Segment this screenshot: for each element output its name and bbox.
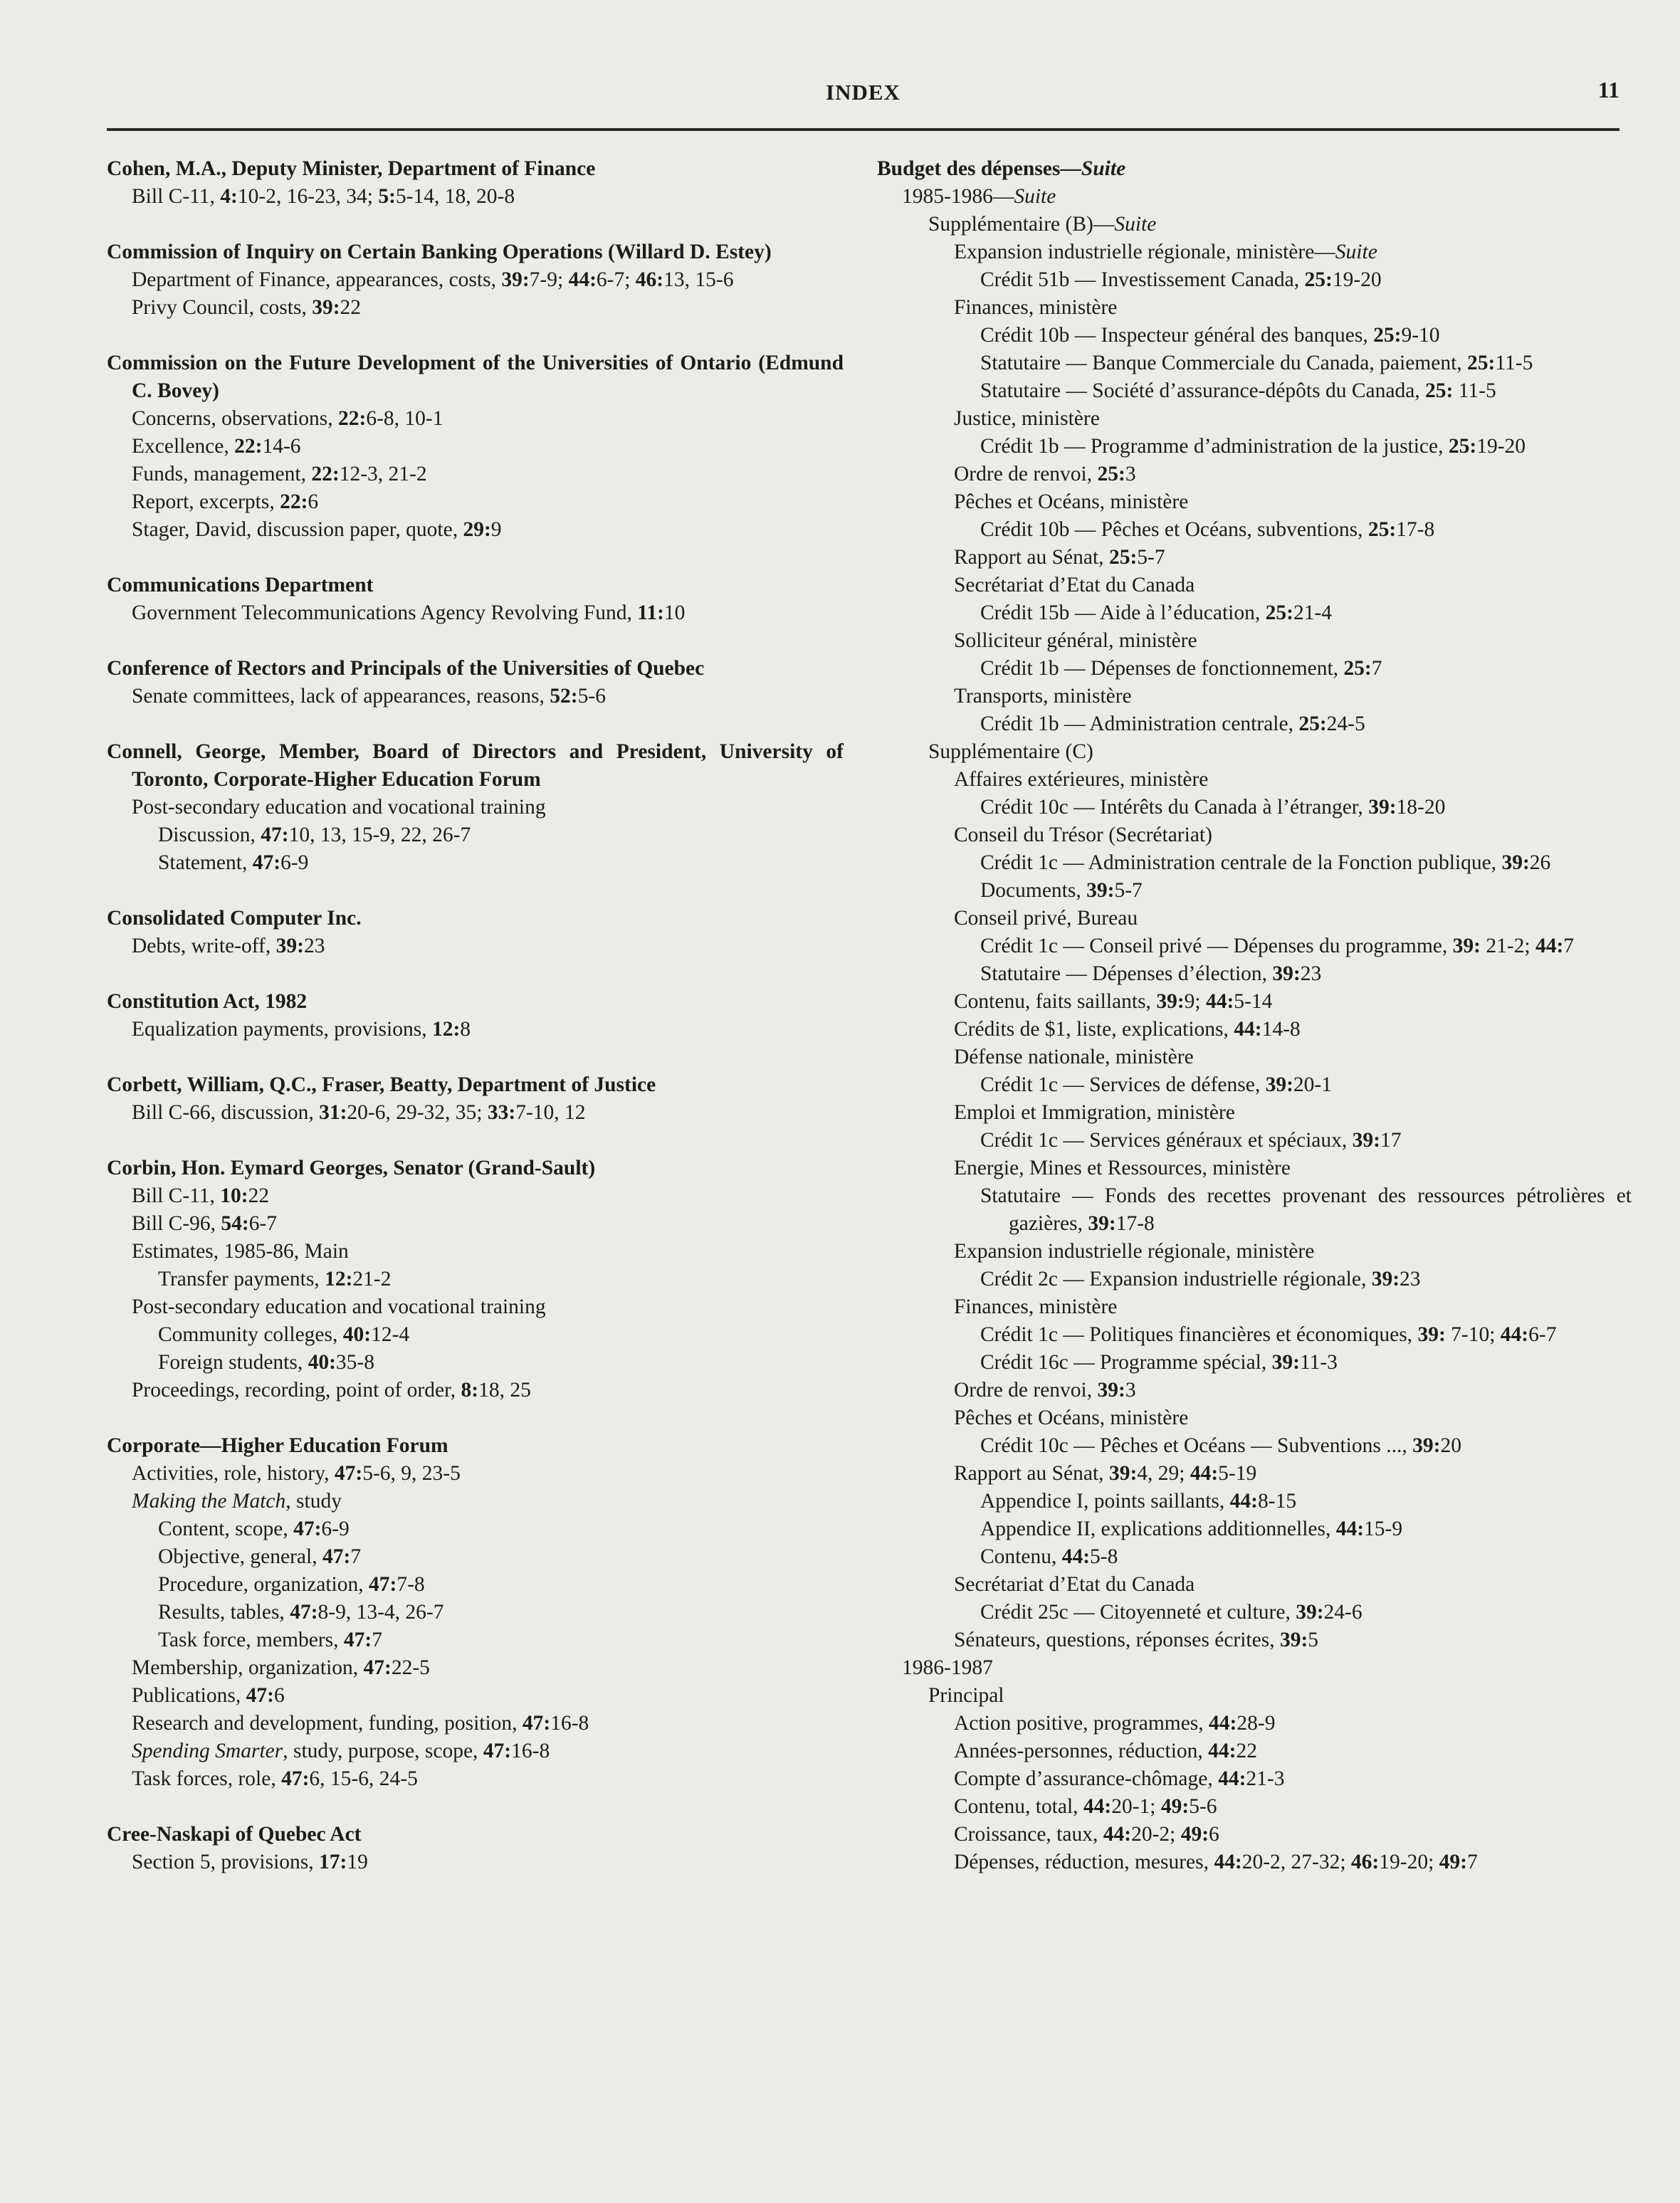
- index-subentry: 1985-1986—Suite: [902, 185, 1056, 208]
- index-subentry: Privy Council, costs, 39:22: [132, 296, 362, 319]
- index-subentry: Crédit 25c — Citoyenneté et culture, 39:24-6: [980, 1601, 1363, 1624]
- index-subentry: 1986-1987: [902, 1656, 993, 1679]
- index-subentry: Spending Smarter, study, purpose, scope, 47:16-8: [132, 1740, 550, 1762]
- index-entry: [107, 572, 844, 627]
- index-subentry: Crédit 51b — Investissement Canada, 25:19-20: [980, 268, 1382, 291]
- index-subentry: Foreign students, 40:35-8: [158, 1351, 374, 1374]
- index-subentry: Statutaire — Société d’assurance-dépôts du Canada, 25: 11-5: [980, 379, 1496, 402]
- index-entry: [107, 1155, 844, 1404]
- index-subentry: Bill C-11, 4:10-2, 16-23, 34; 5:5-14, 18, 20-8: [132, 185, 515, 208]
- index-subentry: Emploi et Immigration, ministère: [954, 1101, 1235, 1124]
- index-subentry: Estimates, 1985-86, Main: [132, 1240, 349, 1263]
- index-subentry: Secrétariat d’Etat du Canada: [954, 1573, 1195, 1596]
- index-subentry: Senate committees, lack of appearances, reasons, 52:5-6: [132, 685, 606, 708]
- index-heading: Corbin, Hon. Eymard Georges, Senator (Grand-Sault): [107, 1157, 596, 1179]
- index-entry: [107, 738, 844, 877]
- index-subentry: Stager, David, discussion paper, quote, 29:9: [132, 518, 502, 541]
- index-subentry: Ordre de renvoi, 25:3: [954, 463, 1136, 485]
- index-subentry: Objective, general, 47:7: [158, 1545, 362, 1568]
- index-subentry: Expansion industrielle régionale, ministère—Suite: [954, 241, 1377, 263]
- index-subentry: Government Telecommunications Agency Revolving Fund, 11:10: [132, 601, 686, 624]
- index-subentry: Supplémentaire (B)—Suite: [928, 213, 1157, 236]
- index-subentry: Action positive, programmes, 44:28-9: [954, 1712, 1276, 1735]
- index-subentry: Department of Finance, appearances, costs, 39:7-9; 44:6-7; 46:13, 15-6: [132, 268, 734, 291]
- index-subentry: Crédit 1b — Dépenses de fonctionnement, 25:7: [980, 657, 1382, 680]
- index-heading: Communications Department: [107, 574, 374, 596]
- index-subentry: Report, excerpts, 22:6: [132, 490, 319, 513]
- index-subentry: Crédit 1c — Services de défense, 39:20-1: [980, 1073, 1332, 1096]
- index-subentry: Crédit 1c — Conseil privé — Dépenses du programme, 39: 21-2; 44:7: [980, 935, 1575, 957]
- index-subentry: Publications, 47:6: [132, 1684, 285, 1707]
- index-subentry: Task force, members, 47:7: [158, 1629, 382, 1651]
- index-entry: [107, 988, 844, 1043]
- index-subentry: Pêches et Océans, ministère: [954, 490, 1189, 513]
- index-subentry: Crédit 1c — Services généraux et spéciaux, 39:17: [980, 1129, 1402, 1152]
- index-subentry: Années-personnes, réduction, 44:22: [954, 1740, 1257, 1762]
- index-subentry: Affaires extérieures, ministère: [954, 768, 1209, 791]
- index-subentry: Bill C-96, 54:6-7: [132, 1212, 278, 1235]
- index-subentry: Activities, role, history, 47:5-6, 9, 23-5: [132, 1462, 461, 1485]
- index-subentry: Crédit 1b — Programme d’administration de la justice, 25:19-20: [980, 435, 1526, 458]
- index-subentry: Crédit 1b — Administration centrale, 25:24-5: [980, 713, 1365, 735]
- index-entry: [107, 238, 844, 322]
- index-entry: [107, 655, 844, 710]
- index-heading: Cree-Naskapi of Quebec Act: [107, 1823, 362, 1846]
- index-subentry: Task forces, role, 47:6, 15-6, 24-5: [132, 1767, 418, 1790]
- index-subentry: Sénateurs, questions, réponses écrites, 39:5: [954, 1629, 1319, 1651]
- index-subentry: Appendice I, points saillants, 44:8-15: [980, 1490, 1297, 1513]
- index-heading: Commission on the Future Development of the Universities of Ontario (Edmund C. Bovey): [107, 352, 844, 402]
- index-subentry: Funds, management, 22:12-3, 21-2: [132, 463, 427, 485]
- index-subentry: Rapport au Sénat, 39:4, 29; 44:5-19: [954, 1462, 1257, 1485]
- index-heading: Corporate—Higher Education Forum: [107, 1434, 448, 1457]
- index-subentry: Content, scope, 47:6-9: [158, 1518, 350, 1540]
- index-subentry: Rapport au Sénat, 25:5-7: [954, 546, 1165, 569]
- index-heading: Corbett, William, Q.C., Fraser, Beatty, Department of Justice: [107, 1073, 656, 1096]
- index-subentry: Principal: [928, 1684, 1004, 1707]
- index-entry: [107, 1432, 844, 1793]
- index-heading: Consolidated Computer Inc.: [107, 907, 362, 930]
- index-subentry: Pêches et Océans, ministère: [954, 1407, 1189, 1429]
- index-subentry: Documents, 39:5-7: [980, 879, 1143, 902]
- index-subentry: Contenu, 44:5-8: [980, 1545, 1118, 1568]
- index-subentry: Post-secondary education and vocational training: [132, 796, 546, 819]
- index-subentry: Solliciteur général, ministère: [954, 629, 1197, 652]
- index-subentry: Croissance, taux, 44:20-2; 49:6: [954, 1823, 1219, 1846]
- index-entry: [107, 1821, 844, 1876]
- index-subentry: Défense nationale, ministère: [954, 1046, 1194, 1068]
- index-subentry: Energie, Mines et Ressources, ministère: [954, 1157, 1291, 1179]
- index-subentry: Dépenses, réduction, mesures, 44:20-2, 27-32; 46:19-20; 49:7: [954, 1851, 1478, 1873]
- index-subentry: Crédits de $1, liste, explications, 44:14-8: [954, 1018, 1301, 1041]
- index-subentry: Results, tables, 47:8-9, 13-4, 26-7: [158, 1601, 444, 1624]
- index-subentry: Supplémentaire (C): [928, 740, 1093, 763]
- left-column: [107, 155, 844, 1904]
- index-heading: Connell, George, Member, Board of Directors and President, University of Toronto, Corporate-Higher Education Forum: [107, 740, 844, 791]
- index-subentry: Crédit 1c — Politiques financières et économiques, 39: 7-10; 44:6-7: [980, 1323, 1557, 1346]
- index-subentry: Statutaire — Banque Commerciale du Canada, paiement, 25:11-5: [980, 352, 1533, 374]
- index-subentry: Contenu, total, 44:20-1; 49:5-6: [954, 1795, 1217, 1818]
- index-heading: Conference of Rectors and Principals of the Universities of Quebec: [107, 657, 705, 680]
- index-subentry: Conseil du Trésor (Secrétariat): [954, 824, 1212, 846]
- page-header: [107, 71, 1619, 131]
- index-subentry: Expansion industrielle régionale, ministère: [954, 1240, 1315, 1263]
- index-subentry: Crédit 10b — Pêches et Océans, subventions, 25:17-8: [980, 518, 1435, 541]
- index-subentry: Crédit 2c — Expansion industrielle régionale, 39:23: [980, 1268, 1421, 1290]
- index-subentry: Secrétariat d’Etat du Canada: [954, 574, 1195, 596]
- index-subentry: Section 5, provisions, 17:19: [132, 1851, 368, 1873]
- index-entry: [107, 155, 844, 211]
- index-subentry: Contenu, faits saillants, 39:9; 44:5-14: [954, 990, 1273, 1013]
- index-subentry: Ordre de renvoi, 39:3: [954, 1379, 1136, 1402]
- index-subentry: Crédit 1c — Administration centrale de la Fonction publique, 39:26: [980, 851, 1551, 874]
- index-subentry: Transports, ministère: [954, 685, 1132, 708]
- index-subentry: Community colleges, 40:12-4: [158, 1323, 410, 1346]
- index-subentry: Finances, ministère: [954, 296, 1118, 319]
- index-subentry: Research and development, funding, position, 47:16-8: [132, 1712, 589, 1735]
- index-subentry: Justice, ministère: [954, 407, 1100, 430]
- index-subentry: Crédit 10c — Intérêts du Canada à l’étranger, 39:18-20: [980, 796, 1446, 819]
- page-title: INDEX: [826, 80, 901, 105]
- index-entry: [107, 1071, 844, 1127]
- index-subentry: Statement, 47:6-9: [158, 851, 309, 874]
- index-subentry: Making the Match, study: [132, 1490, 342, 1513]
- index-subentry: Transfer payments, 12:21-2: [158, 1268, 392, 1290]
- index-heading: Constitution Act, 1982: [107, 990, 308, 1013]
- index-heading: Budget des dépenses—Suite: [877, 157, 1126, 180]
- index-subentry: Membership, organization, 47:22-5: [132, 1656, 430, 1679]
- index-subentry: Crédit 10c — Pêches et Océans — Subventions ..., 39:20: [980, 1434, 1461, 1457]
- index-subentry: Bill C-66, discussion, 31:20-6, 29-32, 35; 33:7-10, 12: [132, 1101, 586, 1124]
- index-subentry: Crédit 16c — Programme spécial, 39:11-3: [980, 1351, 1338, 1374]
- index-subentry: Proceedings, recording, point of order, 8:18, 25: [132, 1379, 531, 1402]
- index-heading: Cohen, M.A., Deputy Minister, Department of Finance: [107, 157, 596, 180]
- page-number: 11: [1597, 77, 1619, 102]
- index-entry: [107, 349, 844, 544]
- index-subentry: Crédit 10b — Inspecteur général des banques, 25:9-10: [980, 324, 1440, 347]
- index-entry: [107, 905, 844, 960]
- index-subentry: Excellence, 22:14-6: [132, 435, 301, 458]
- index-subentry: Crédit 15b — Aide à l’éducation, 25:21-4: [980, 601, 1333, 624]
- index-subentry: Discussion, 47:10, 13, 15-9, 22, 26-7: [158, 824, 471, 846]
- index-subentry: Compte d’assurance-chômage, 44:21-3: [954, 1767, 1285, 1790]
- index-heading: Commission of Inquiry on Certain Banking Operations (Willard D. Estey): [107, 241, 772, 263]
- index-subentry: Post-secondary education and vocational training: [132, 1295, 546, 1318]
- index-subentry: Equalization payments, provisions, 12:8: [132, 1018, 471, 1041]
- index-subentry: Conseil privé, Bureau: [954, 907, 1138, 930]
- index-subentry: Concerns, observations, 22:6-8, 10-1: [132, 407, 443, 430]
- index-subentry: Procedure, organization, 47:7-8: [158, 1573, 425, 1596]
- index-subentry: Appendice II, explications additionnelles, 44:15-9: [980, 1518, 1403, 1540]
- index-subentry: Statutaire — Fonds des recettes provenant des ressources pétrolières et gazières, 39:17-8: [980, 1184, 1632, 1235]
- right-column: [877, 155, 1632, 1876]
- index-subentry: Debts, write-off, 39:23: [132, 935, 325, 957]
- index-subentry: Finances, ministère: [954, 1295, 1118, 1318]
- index-subentry: Statutaire — Dépenses d’élection, 39:23: [980, 962, 1322, 985]
- index-subentry: Bill C-11, 10:22: [132, 1184, 270, 1207]
